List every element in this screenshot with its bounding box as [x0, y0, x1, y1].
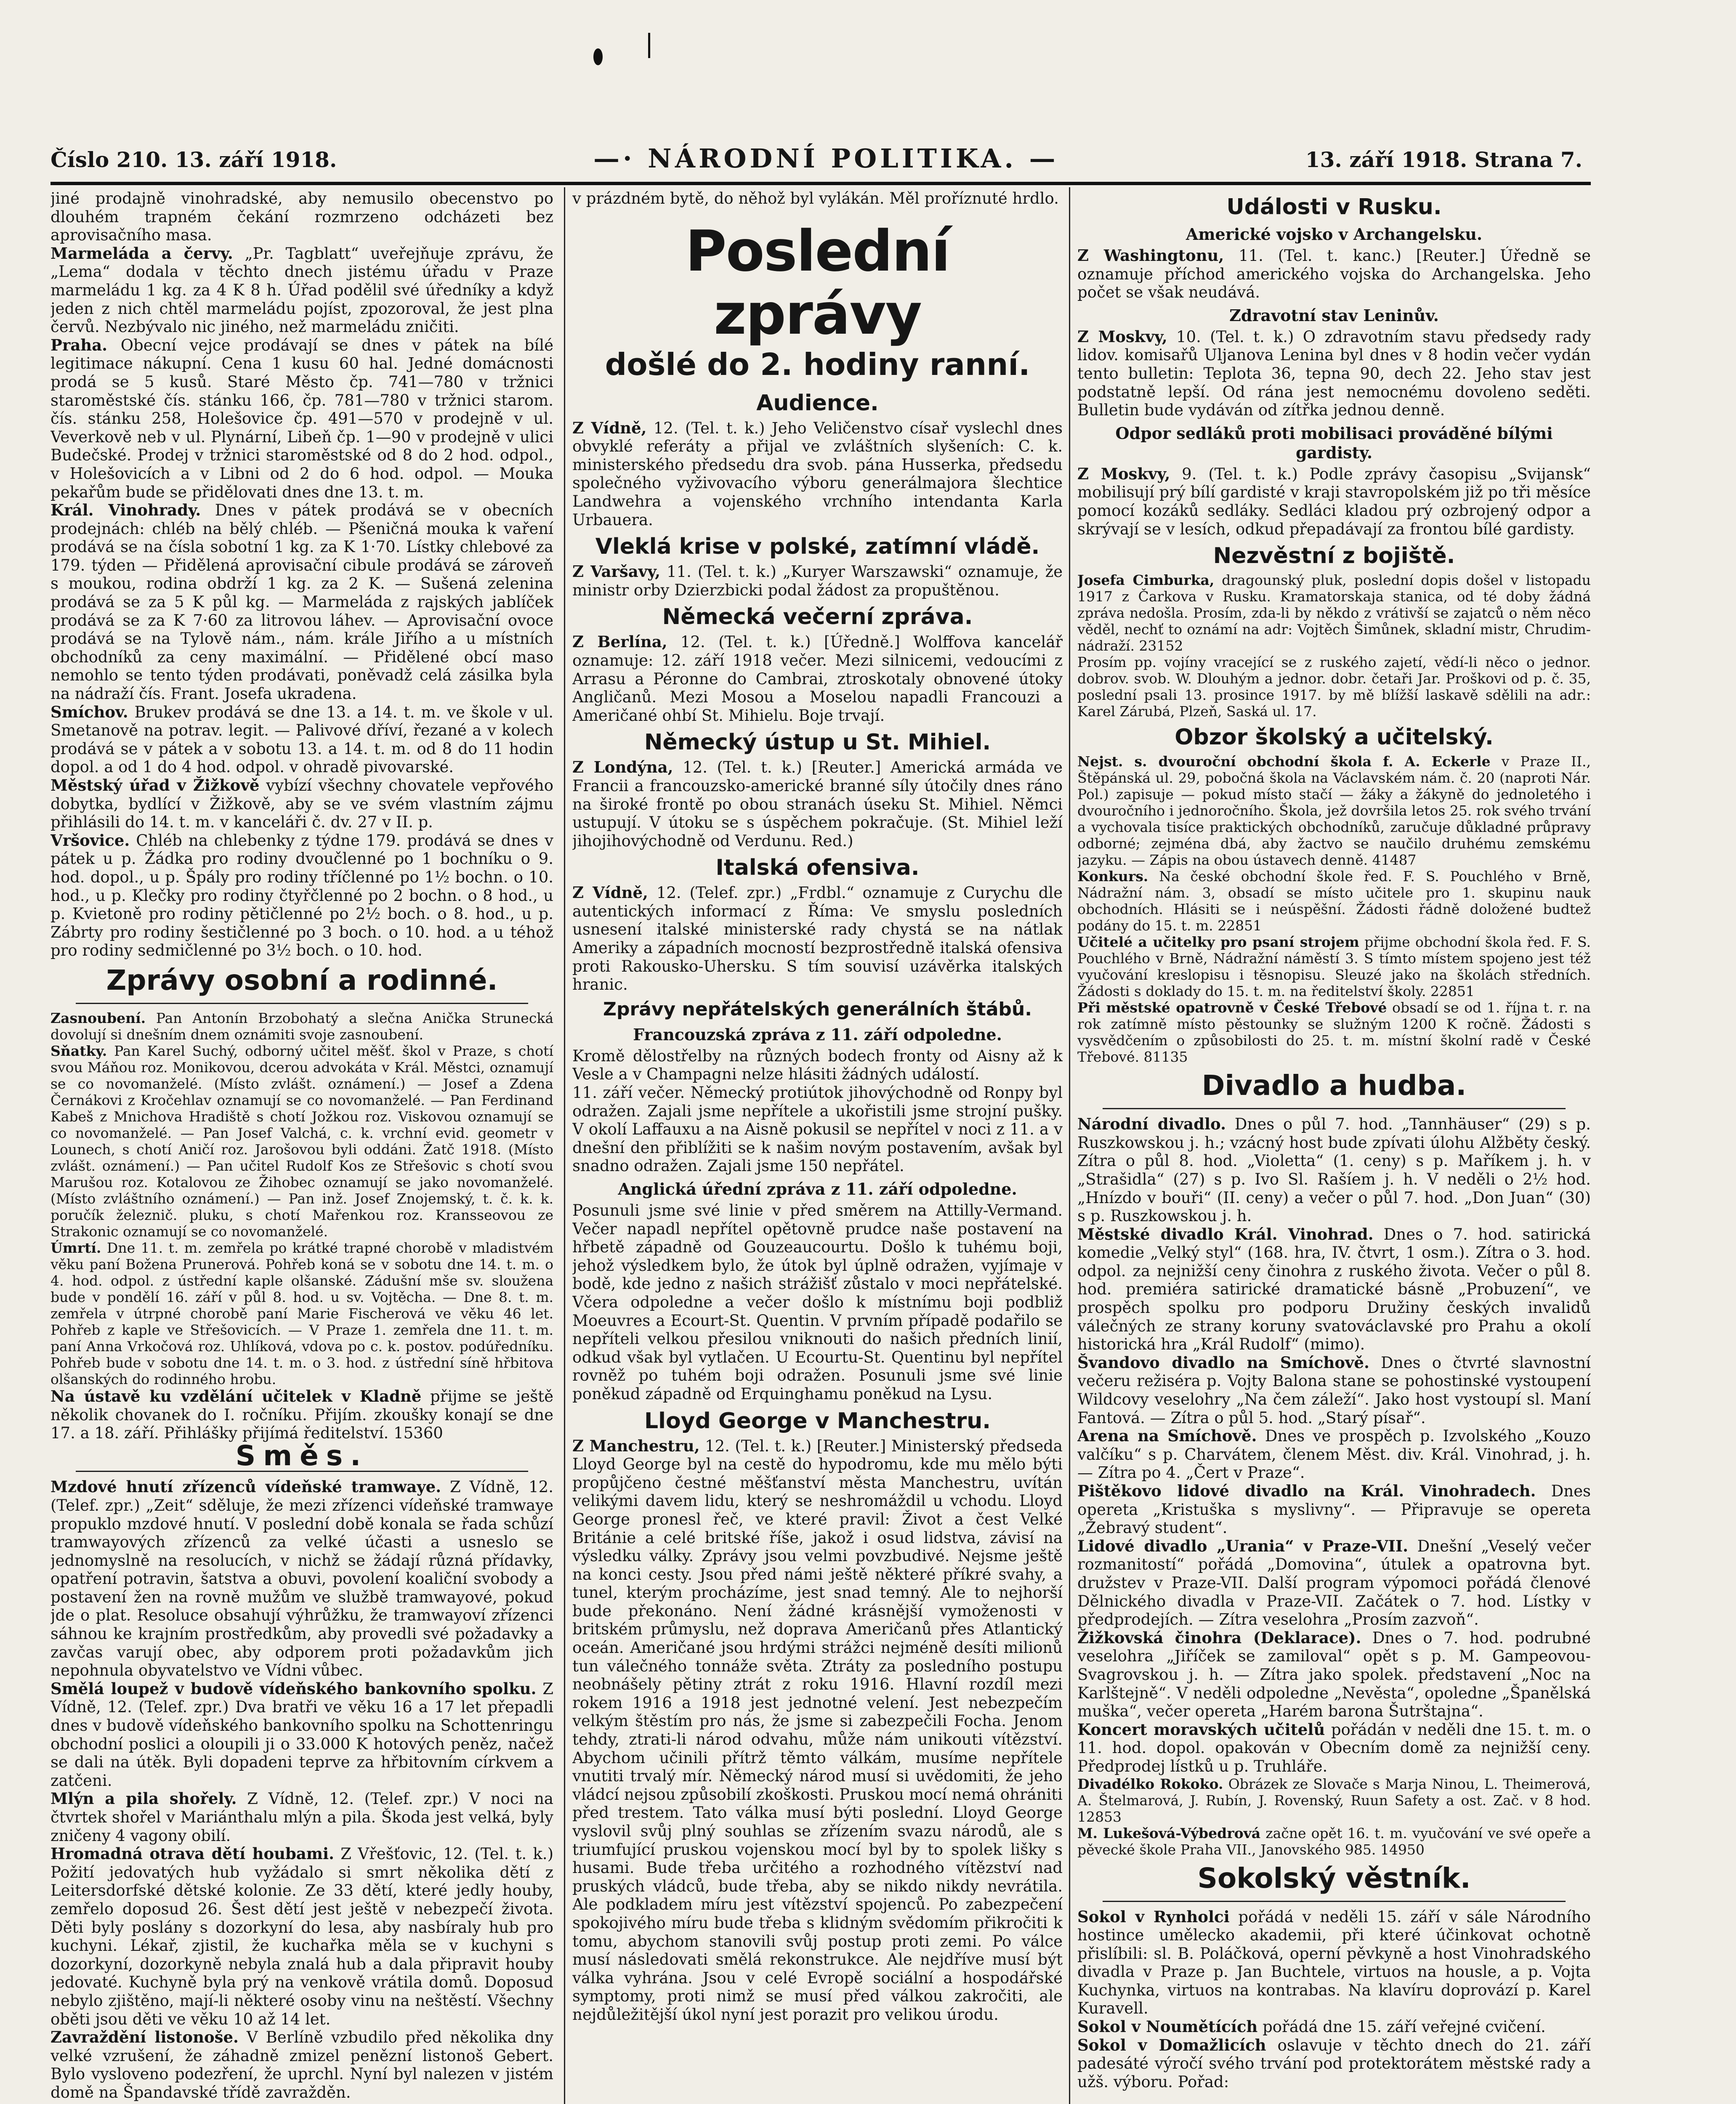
- column-divider: [1069, 187, 1070, 2104]
- article-paragraph: [1077, 1225, 1591, 1354]
- article-lead: Z Varšavy,: [572, 562, 661, 581]
- section-divider: [76, 1003, 528, 1004]
- article-paragraph: [1077, 1721, 1591, 1776]
- article-lead: Divadélko Rokoko.: [1077, 1775, 1223, 1792]
- article-lead: Marmeláda a červy.: [51, 244, 233, 263]
- section-heading: Německá večerní zpráva.: [662, 604, 973, 630]
- article-lead: Zavraždění listonoše.: [51, 2028, 239, 2047]
- headline-subtitle: došlé do 2. hodiny ranní.: [605, 346, 1030, 382]
- article-paragraph: [1077, 247, 1591, 302]
- section-heading: Audience.: [756, 390, 879, 416]
- article-paragraph: [1077, 1482, 1591, 1537]
- section-heading: Zdravotní stav Leninův.: [1229, 306, 1439, 325]
- article-text: Dnes o 7. hod. satirická komedie „Velký styl“ (168. hra, IV. čtvrt, 1 osm.). Zítra o 3. hod. odpol. za nejnižší ceny činohra z ruského života. Večer o půl 8. hod. premiéra satirické dramatické básně „Probuzení“, ve prospěch spolku pro podporu Družiny českých invalidů válečných ze strany koruny svatováclavské pro Prahu a okolí historická hra „Král Rudolf“ (mimo).: [1077, 1225, 1591, 1354]
- article-text: Pan Antonín Brzobohatý a slečna Anička Strunecká dovolují si dnešním dnem oznámiti svoje zasnoubení.: [51, 1009, 553, 1043]
- article-lead: Z Manchestru,: [572, 1436, 700, 1455]
- article-paragraph: [1077, 328, 1591, 420]
- section-heading: Zprávy nepřátelských generálních štábů.: [603, 998, 1032, 1020]
- article-lead: Praha.: [51, 335, 108, 354]
- article-text: přijme se ještě několik chovanek do I. ročníku. Přijím. zkoušky konají se dne 17. a 18. září. Přihlášky přijímá ředitelství. 15360: [51, 1387, 553, 1443]
- article-lead: Z Washingtonu,: [1077, 246, 1224, 265]
- article-lead: Vršovice.: [51, 831, 130, 850]
- column-middle: [572, 189, 1063, 2104]
- article-text: Dnešní „Veselý večer rozmanitostí“ pořádá „Domovina“, útulek a opatrovna byt. družstev v Praze-VII. Další program výpomoci pořádá členové Dělnického divadla v Praze-VII. Začátek o 7. hod. Lístky v předprodejích. — Zítra veselohra „Prosím zazvoň“.: [1077, 1537, 1591, 1629]
- article-paragraph: [1077, 1629, 1591, 1721]
- article-lead: Nejst. s. dvouroční obchodní škola f. A. Eckerle: [1077, 753, 1491, 770]
- article-paragraph: [51, 1387, 553, 1443]
- article-paragraph: [1077, 1354, 1591, 1427]
- article-text: v Praze II., Štěpánská ul. 29, pobočná škola na Václavském nám. č. 20 (naproti Nár. Pol.) zapisuje — pokud místo stačí — žáky a žákyně do jednoletého i dvouročního i jednoročního. Škola, jež dovršila letos 25. rok svého trvání a vychovala tisíce praktických obchodníků, zaručuje důkladné průpravy odborné; zejména dbá, aby žactvo se naučilo druhému zemskému jazyku. — Zápis na obou ústavech denně. 41487: [1077, 753, 1591, 869]
- section-heading: Francouzská zpráva z 11. září odpoledne.: [633, 1025, 1002, 1044]
- article-text: jiné prodajně vinohradské, aby nemusilo obecenstvo po dlouhém trapném čekání rozmrzeno odcházeti bez aprovisačního masa.: [51, 189, 553, 244]
- page-date-number: 13. září 1918. Strana 7.: [1305, 147, 1582, 172]
- article-paragraph: [1077, 999, 1591, 1065]
- article-text: vybízí všechny chovatele vepřového dobytka, bydlící v Žižkově, aby se ve svém vlastním zájmu přihlásili do 14. t. m. v kanceláři č. dv. 27 v II. p.: [51, 776, 553, 832]
- article-text: V Berlíně vzbudilo před několika dny velké vzrušení, že záhadně zmizel penězní listonoš Gebert. Bylo vysloveno podezření, že uprchl. Nyní byl nalezen v jistém domě na Špandavské třídě zavražděn.: [51, 2028, 553, 2101]
- article-text: Dnes o půl 7. hod. „Tannhäuser“ (29) s p. Ruszkowskou j. h.; vzácný host bude zpívati úlohu Alžběty český. Zítra o půl 8. hod. „Violetta“ (1. ceny) s p. Maříkem j. h. v „Strašidla“ (27) s p. Ivo Sl. Rašíem j. h. V neděli o 2½ hod. „Hnízdo v bouři“ (II. ceny) a večer o půl 7. hod. „Don Juan“ (30) s p. Ruszkowskou j. h.: [1077, 1115, 1591, 1225]
- article-text: Dnes o čtvrté slavnostní večeru režiséra p. Vojty Balona stane se pohostinské vystoupení Wildcovy veselohry „Na čem záleží“. Jako host vystoupí sl. Maní Fantová. — Zítra o půl 5. hod. „Starý písař“.: [1077, 1353, 1591, 1427]
- article-text: Dnes opereta „Kristuška s myslivny“. — Připravuje se opereta „Žebravý student“.: [1077, 1482, 1591, 1537]
- article-paragraph: [572, 563, 1063, 599]
- article-text: pořádá dne 15. září veřejné cvičení.: [1263, 2018, 1546, 2036]
- article-lead: M. Lukešová-Výbedrová: [1077, 1825, 1261, 1841]
- article-text: Kromě dělostřelby na různých bodech fronty od Aisny až k Vesle a v Champagni nelze hlásiti žádných událostí.: [572, 1047, 1063, 1084]
- section-heading: Americké vojsko v Archangelsku.: [1186, 225, 1483, 244]
- article-paragraph: [1077, 934, 1591, 999]
- article-lead: Arena na Smíchově.: [1077, 1427, 1257, 1445]
- article-text: Obrázek ze Slovače s Marja Ninou, L. Theimerová, A. Štelmarová, J. Rubín, J. Rovenský, Ruun Safety a ost. Zač. v 8 hod. 12853: [1077, 1775, 1591, 1825]
- article-paragraph: [51, 336, 553, 501]
- article-paragraph: [572, 1201, 1063, 1403]
- article-lead: Konkurs.: [1077, 868, 1148, 885]
- article-text: Dnes v pátek prodává se v obecních prodejnách: chléb na bělý chléb. — Pšeničná mouka k vaření prodává se na čísla sobotní 1 kg. za K 1·70. Lístky chlebové za 179. týden — Přidělená aprovisační cibule prodává se zároveň s moukou, rodina obdrží 1 kg. za 2 K. — Sušená zelenina prodává se za 5 K půl kg. — Marmeláda z rajských jablíček prodává se za K 7·60 za litrovou láhev. — Aprovisační ovoce prodává se na Tylově nám., nám. krále Jiřího a u místních obchodníků za ceny maximální. — Přidělené obcí maso nemohlo se tento týden prodávati, poněvadž celá zásilka byla na nádraží čís. Frant. Josefa ukradena.: [51, 501, 553, 703]
- article-text: Dnes o 7. hod. podrubné veselohra „Jiříček se zamiloval“ opět s p. M. Gampeovou-Svagrovskou j. h. — Zítra jako spolek. představení „Noc na Karlštejně“. V neděli odpoledne „Nevěsta“, opoledne „Španělská muška“, večer opereta „Harém barona Šutrštajna“.: [1077, 1628, 1591, 1721]
- article-paragraph: [572, 758, 1063, 850]
- article-lead: Josefa Cimburka,: [1077, 572, 1215, 589]
- article-lead: Z Vídně,: [572, 418, 647, 437]
- section-heading: Sokolský věstník.: [1197, 1862, 1471, 1894]
- article-text: Chléb na chlebenky z týdne 179. prodává se dnes v pátek u p. Žádka pro rodiny dvoučlenné po 1 bochníku o 9. hod. dopol., u p. Špály pro rodiny tříčlenné po 1½ bochn. o 10. hod., u p. Klečky pro rodiny čtyřčlenné po 2 bochn. o 8 hod., u p. Kvietoně pro rodiny pětičlenné po 2½ boch. o 8. hod., u p. Zábrty pro rodiny šestičlenné po 3 boch. o 10. hod. a u téhož pro rodiny sedmičlenné po 3½ boch. o 10. hod.: [51, 831, 553, 960]
- article-paragraph: [1077, 1537, 1591, 1629]
- article-paragraph: [51, 1790, 553, 1845]
- ink-speck: [648, 33, 650, 58]
- article-lead: Pištěkovo lidové divadlo na Král. Vinohradech.: [1077, 1482, 1536, 1500]
- article-text: Na české obchodní škole řed. F. S. Pouchlého v Brně, Nádražní nám. 3, obsadí se místo učitele pro 1. skupinu nauk obchodních. Hlásiti se i neúspěšní. Žádosti řádně doložené budtež podány do 15. t. m. 22851: [1077, 868, 1591, 934]
- article-lead: Z Berlína,: [572, 632, 667, 651]
- section-divider: [1103, 1108, 1566, 1109]
- article-lead: Z Vídně,: [572, 883, 648, 902]
- section-heading: Směs.: [235, 1439, 369, 1472]
- article-paragraph: [51, 1478, 553, 1680]
- article-text: Z Vídně, 12. (Telef. zpr.) „Zeit“ sděluje, že mezi zřízenci vídeňské tramwaye propuklo mzdové hnutí. V poslední době konala se řada schůzí tramwayových zřízenců za velké účasti a usneslo se jednomyslně na resolucích, v nichž se žádají různá přídavky, opatření potravin, šatstva a obuvi, povolení koaliční svobody a postavení žen na rovně mužům ve službě tramwayové, pokud jde o plat. Resoluce obsahují výhrůžku, že tramwayoví zřízenci sáhnou ke krajním prostředkům, aby provedli své požadavky a zavčas varují obec, aby odporem proti požadavkům jich nepohnula obyvatelstvo ve Vídni vůbec.: [51, 1478, 553, 1680]
- article-text: 9. (Tel. t. k.) Podle zprávy časopisu „Svijansk“ mobilisují prý bílí gardisté v kraji stavropolském již po tři měsíce pomocí kozáků sedláky. Sedláci kladou prý ozbrojený odpor a skrývají se v lesích, odkud přepadávají za frontou bílé gardisty.: [1077, 465, 1591, 538]
- article-paragraph: [1077, 572, 1591, 654]
- article-text: Z Vřešťovic, 12. (Tel. t. k.) Požití jedovatých hub vyžádalo si smrt několika dětí z Leitersdorfské dětské kolonie. Ze 33 dětí, které jedly houby, zemřelo doposud 26. Šest dětí jest ještě v nebezpečí života. Děti byly poslány s dozorkyní do lesa, aby nasbíraly hub pro kuchyni. Lékař, zjistil, že kuchařka měla se v kuchyni s dozorkyní, dozorkyně nebyla znalá hub a dala připravit houby jedovaté. Kuchyně byla prý na venkově vrátila domů. Doposud nebylo zjištěno, mají-li některé osoby vinu na neštěstí. Všechny oběti jsou děti ve věku 10 až 14 let.: [51, 1845, 553, 2028]
- article-text: Dnes ve prospěch p. Izvolského „Kouzo valčíku“ s p. Charvátem, členem Měst. div. Král. Vinohrad, j. h. — Zítra po 4. „Čert v Praze“.: [1077, 1427, 1591, 1482]
- article-text: 12. (Tel. t. k.) [Reuter.] Americká armáda ve Francii a francouzsko-americké branné síly útočily dnes ráno na široké frontě po obou stranách úseku St. Mihiel. Němci ustupují. V útoku se s úspěchem pokračuje. (St. Mihiel leží jihojihovýchodně od Verdunu. Red.): [572, 758, 1063, 850]
- section-divider: [1103, 1901, 1566, 1902]
- section-heading: Obzor školský a učitelský.: [1175, 725, 1494, 750]
- article-text: 12. (Telef. zpr.) „Frdbl.“ oznamuje z Curychu dle autentických informací z Říma: Ve smyslu posledních usnesení italské ministerské rady chystá se na nátlak Ameriky a západních mocností bezprostředně italská ofensiva proti Rakousko-Uhersku. S tím souvisí uzávěrka italských hranic.: [572, 884, 1063, 994]
- article-paragraph: [51, 2028, 553, 2101]
- article-lead: Mzdové hnutí zřízenců vídeňské tramwaye.: [51, 1477, 441, 1496]
- article-text: 12. (Tel. t. k.) [Úředně.] Wolffova kancelář oznamuje: 12. září 1918 večer. Mezi silnicemi, vedoucími z Arrasu a Péronne do Cambrai, ztroskotaly obnovené útoky Angličanů. Mezi Mosou a Moselou napadli Francouzi a Američané ohbí St. Mihielu. Boje trvají.: [572, 633, 1063, 725]
- article-paragraph: [51, 1845, 553, 2028]
- article-lead: Smíchov.: [51, 702, 128, 721]
- article-paragraph: [1077, 1776, 1591, 1825]
- article-paragraph: [572, 1437, 1063, 2024]
- article-text: 12. (Tel. t. k.) Jeho Veličenstvo císař vyslechl dnes obvyklé referáty a přijal ve zvláštních slyšeních: C. k. ministerského předsedu dra svob. pána Husserka, předsedu společného vyživovacího výboru generálmajora šlechtice Landwehra a vojenského vrchního intendanta Karla Urbauera.: [572, 419, 1063, 529]
- section-heading: Italská ofensiva.: [715, 855, 920, 881]
- article-paragraph: [1077, 1825, 1591, 1858]
- article-paragraph: [51, 1010, 553, 1043]
- article-paragraph: [51, 1043, 553, 1240]
- article-paragraph: [572, 633, 1063, 725]
- article-lead: Lidové divadlo „Urania“ v Praze-VII.: [1077, 1536, 1409, 1555]
- column-right: [1077, 189, 1591, 2104]
- article-paragraph: [1077, 654, 1591, 720]
- article-lead: Sokol v Noumětících: [1077, 2017, 1258, 2036]
- article-lead: Sokol v Domažlicích: [1077, 2035, 1266, 2054]
- column-divider: [564, 187, 565, 2104]
- article-paragraph: [1077, 2036, 1591, 2091]
- article-text: pořádá v neděli 15. září v sále Národního hostince umělecko akademii, při které účinkovat ochotně přislíbili: sl. B. Poláčková, operní pěvkyně a host Vinohradského divadla v Praze p. Jan Buchtele, virtuos na housle, a p. Vojta Kuchynka, virtuos na kontrabas. Na klavíru doprovází p. Karel Kuravell.: [1077, 1907, 1591, 2018]
- article-lead: Koncert moravských učitelů: [1077, 1720, 1325, 1739]
- article-lead: Učitelé a učitelky pro psaní strojem: [1077, 934, 1359, 951]
- article-lead: Švandovo divadlo na Smíchově.: [1077, 1353, 1369, 1372]
- article-text: dragounský pluk, poslední dopis došel v listopadu 1917 z Čarkova v Rusku. Kramatorskaja stanica, od té doby žádná zpráva nedošla. Prosím, zda-li by někdo z vrátivší se zajatců o něm něco věděl, nechť to oznámí na adr: Vojtěch Šimůnek, skladní mistr, Chrudim-nádraží. 23152: [1077, 572, 1591, 654]
- article-text: 11. září večer. Německý protiútok jihovýchodně od Ronpy byl odražen. Zajali jsme nepřítele a ukořistili jsme strojní pušky. V okolí Laffauxu a na Aisně pokusil se nepřítel v noci z 11. a v dnešní den přiblížiti se k našim novým postavením, avšak byl snadno odražen. Zajali jsme 150 nepřátel.: [572, 1084, 1063, 1175]
- article-text: obsadí se od 1. října t. r. na rok zatímně místo pěstounky se služným 1200 K ročně. Žádosti s vysvědčením o způsobilosti do 25. t. m. místní školní radě v České Třebové. 81135: [1077, 999, 1591, 1065]
- article-paragraph: [572, 419, 1063, 529]
- article-text: 11. (Tel. t. k.) „Kuryer Warszawski“ oznamuje, že ministr orby Dzierzbicki podal žádost za propuštěnou.: [572, 563, 1063, 599]
- article-text: začne opět 16. t. m. vyučování ve své opeře a pěvecké škole Praha VII., Janovského 985. 14950: [1077, 1825, 1591, 1858]
- article-lead: Městské divadlo Král. Vinohrad.: [1077, 1225, 1374, 1243]
- article-text: 12. (Tel. t. k.) [Reuter.] Ministerský předseda Lloyd George byl na cestě do hypodromu, kde mu mělo býti propůjčeno čestné měšťanství města Manchestru, uvítán velikými davem lidu, který se neshromáždil u vchodu. Lloyd George pronesl řeč, ve které pravil: Život a čest Velké Británie a celé britské říše, jakož i osud lidstva, závisí na výsledku války. Zprávy jsou velmi povzbudivé. Nejsme ještě na konci cesty. Jsou před námi ještě některé příkré svahy, a tunel, kterým procházíme, jest snad temný. Ale to nejhorší bude překonáno. Není žádné krásnější vymoženosti v britském průmyslu, než doprava Američanů přes Atlantický oceán. Američané jsou hrdými strážci nejméně desíti milionů tun válečného tonnáže světa. Ztráty za posledního postupu neobnášely pětiny ztrát z roku 1916. Hlavní rozdíl mezi rokem 1916 a 1918 jest jednotné velení. Jest nebezpečím velkým štěstím pro nás, že jsme si zabezpečili Focha. Jenom tehdy, ztrati-li národ odvahu, může nám unikouti vítězství. Abychom učinili přítrž těmto válkám, musíme nepřítele vnutiti trvalý mír. Německý národ musí si uvědomiti, že jeho vládcí nejsou způsobilí zkoškosti. Pruskou mocí nemá ohrániti před trestem. Tato válka musí býti poslední. Lloyd George vyslovil svůj plný souhlas se zřízením svazu národů, ale s triumfující pruskou vojenskou mocí byl by to spolek lišky s husami. Bude třeba určitého a rozhodného vítězství nad pruských vládců, bude třeba, aby se nikdo nikdy nevrátila. Ale podkladem míru jest vítězství spojenců. Po zabezpečení spokojivého míru bude třeba s klidným svědomím přikročiti k tomu, abychom stanovili svůj postup proti zemi. Po válce musí následovati smělá rekonstrukce. Ale nejdříve musí být válka vyhrána. Jsou v celé Evropě sociální a hospodářské symptomy, proti nimž se musí před válkou zakročiti, ale nejdůležitější úkol nyní jest porazit pro velikou úrodu.: [572, 1437, 1063, 2024]
- article-paragraph: [51, 244, 553, 336]
- section-heading: Zprávy osobní a rodinné.: [106, 964, 498, 996]
- article-text: Pan Karel Suchý, odborný učitel měšť. škol v Praze, s chotí svou Máňou roz. Monikovou, dcerou advokáta v Král. Městci, oznamují se co novomanželé. (Místo zvlášt. oznámení.) — Josef a Zdena Černákovi z Kročehlav oznamují se co novomanželé. — Pan Ferdinand Kabeš z Mnichova Hradiště s chotí Jožkou roz. Viskovou oznamují se co novomanželé. — Pan Josef Valchá, c. k. vrchní evid. geometr v Lounech, s chotí Aničí roz. Jarošovou byli oddáni. Žatč 1918. (Místo zvlášt. oznámení.) — Pan učitel Rudolf Kos ze Střešovic s chotí svou Marušou roz. Kotalovou ze Žihobec oznamují se jako novomanželé. (Místo zvláštního oznámení.) — Pan inž. Josef Znojemský, t. č. k. k. poručík železnič. pluku, s chotí Mařenkou roz. Kransseovou ze Strakonic oznamují se co novomanželé.: [51, 1042, 553, 1240]
- ink-speck: [593, 48, 603, 65]
- article-paragraph: [1077, 465, 1591, 538]
- article-paragraph: [572, 1047, 1063, 1084]
- column-left: [51, 189, 553, 2104]
- article-lead: Městský úřad v Žižkově: [51, 776, 260, 794]
- article-text: 10. (Tel. t. k.) O zdravotním stavu předsedy rady lidov. komisařů Uljanova Lenina byl dnes v 8 hodin večer vydán tento bulletin: Teplota 36, tepna 90, dech 22. Jeho stav jest podstatně lepší. Od rána jest nemocnému dovoleno seděti. Bulletin bude vydáván od zítřka jednou denně.: [1077, 327, 1591, 420]
- article-paragraph: [1077, 1427, 1591, 1482]
- article-lead: Smělá loupež v budově vídeňského bankovního spolku.: [51, 1679, 537, 1698]
- article-paragraph: [1077, 1115, 1591, 1225]
- article-lead: Král. Vinohrady.: [51, 501, 201, 520]
- article-paragraph: [51, 832, 553, 960]
- article-paragraph: [51, 703, 553, 776]
- section-heading: Vleklá krise v polské, zatímní vládě.: [595, 534, 1040, 560]
- article-text: oslavuje v těchto dnech do 21. září padesáté výročí svého trvání pod protektorátem městské rady a užš. výboru. Pořad:: [1077, 2036, 1591, 2091]
- article-text: Brukev prodává se dne 13. a 14. t. m. ve škole v ul. Smetanově na potrav. legit. — Palivové dříví, řezané a v kolech prodává se v pátek a v sobotu 13. a 14. t. m. od 8 do 11 hodin dopol. a od 1 do 4 hod. odpol. v ohradě pivovarské.: [51, 703, 553, 776]
- article-paragraph: [1077, 2018, 1591, 2036]
- article-paragraph: [51, 1680, 553, 1790]
- newspaper-title: —· NÁRODNÍ POLITIKA. —: [593, 143, 1059, 174]
- article-text: Z Vídně, 12. (Telef. zpr.) V noci na čtvrtek shořel v Mariánthalu mlýn a pila. Škoda jest velká, byly zničeny 4 vagony obilí.: [51, 1790, 553, 1845]
- article-lead: Sňatky.: [51, 1042, 107, 1059]
- article-text: pořádán v neděli dne 15. t. m. o 11. hod. dopol. opakován v Obecním domě za nejnižší ceny. Předprodej lístků u p. Truhláře.: [1077, 1720, 1591, 1775]
- article-paragraph: [1077, 1908, 1591, 2018]
- issue-line: Číslo 210. 13. září 1918.: [51, 147, 337, 172]
- article-lead: Sokol v Rynholci: [1077, 1907, 1230, 1926]
- article-lead: Národní divadlo.: [1077, 1115, 1226, 1134]
- section-heading: Odpor sedláků proti mobilisaci prováděné bílými gardisty.: [1115, 423, 1553, 462]
- article-paragraph: [51, 501, 553, 703]
- headline: Poslední zprávy: [685, 218, 950, 347]
- article-paragraph: [51, 189, 553, 244]
- section-heading: Anglická úřední zpráva z 11. září odpoledne.: [618, 1180, 1017, 1198]
- article-paragraph: [1077, 868, 1591, 934]
- article-text: 11. (Tel. t. kanc.) [Reuter.] Úředně se oznamuje příchod amerického vojska do Archangelska. Jeho počet se však neudává.: [1077, 247, 1591, 302]
- headline-block: [572, 220, 1063, 383]
- article-paragraph: [51, 776, 553, 832]
- article-lead: Mlýn a pila shořely.: [51, 1789, 237, 1808]
- article-lead: Při městské opatrovně v České Třebové: [1077, 999, 1387, 1016]
- article-paragraph: [572, 1084, 1063, 1175]
- article-text: Prosím pp. vojíny vracející se z ruského zajetí, vědí-li něco o jednor. dobrov. svob. W. Dlouhým a jednor. dobr. četaři Jar. Proškovi od p. č. 35, poslední psali 13. prosince 1917. by mě blížší laskavě sdělili na adr.: Karel Zárubá, Plzeň, Saská ul. 17.: [1077, 654, 1591, 720]
- section-heading: Divadlo a hudba.: [1202, 1069, 1467, 1102]
- section-heading: Lloyd George v Manchestru.: [644, 1408, 991, 1434]
- article-lead: Z Moskvy,: [1077, 327, 1167, 346]
- article-text: Z Vídně, 12. (Telef. zpr.) Dva bratři ve věku 16 a 17 let přepadli dnes v budově vídeňského bankovního spolku na Schottenringu obchodní poslici a oloupili ji o 33.000 K hotových peněz, načež se dali na útěk. Byli dopadeni teprve za hřbitovním církvem a zatčeni.: [51, 1679, 553, 1790]
- article-paragraph: [1077, 753, 1591, 868]
- masthead: [51, 139, 1582, 185]
- article-text: Dne 11. t. m. zemřela po krátké trapné chorobě v mladistvém věku paní Božena Prunerová. Pohřeb koná se v sobotu dne 14. t. m. o 4. hod. odpol. z ústřední kaple olšanské. Zádušní mše sv. sloužena bude v pondělí 16. září v půl 8. hod. u sv. Vojtěcha. — Dne 8. t. m. zemřela v útrpné chorobě paní Marie Fischerová ve věku 46 let. Pohřeb z kaple ve Střešovicích. — V Praze 1. zemřela dne 11. t. m. paní Anna Vrkočová roz. Uhlíková, vdova po c. k. postov. podúředníku. Pohřeb bude v sobotu dne 14. t. m. o 3. hod. z ústřední síně hřbitova olšanských do rodinného hrobu.: [51, 1239, 553, 1387]
- article-lead: Z Londýna,: [572, 758, 673, 777]
- article-lead: Z Moskvy,: [1077, 464, 1170, 483]
- section-heading: Nezvěstní z bojiště.: [1213, 543, 1455, 569]
- article-text: „Pr. Tagblatt“ uveřejňuje zprávu, že „Lema“ dodala v těchto dnech jistému úřadu v Praze marmeládu 1 kg. za 4 K 8 h. Úřad podělil své úředníky a když jeden z nich chtěl marmeládu pojíst, zpozoroval, že jest plna červů. Nezbývalo nic jiného, než marmeládu zničiti.: [51, 244, 553, 336]
- article-text: přijme obchodní škola řed. F. S. Pouchlého v Brně, Nádražní náměstí 3. S tímto místem spojeno jest též vyučování kreslopisu i těsnopisu. Sleuzé jako na školách středních. Žádosti s doklady do 15. t. m. na ředitelství školy. 22851: [1077, 934, 1591, 1000]
- article-paragraph: [572, 884, 1063, 994]
- article-text: Obecní vejce prodávají se dnes v pátek na bílé legitimace nákupní. Cena 1 kusu 60 hal. Jedné domácnosti prodá se 5 kusů. Staré Město čp. 741—780 v tržnici staroměstské čís. stánku 166, čp. 781—780 v tržnici starom. čís. stánku 258, Holešovice čp. 491—570 v prodejně v ul. Veverkově neb v ul. Plynární, Libeň čp. 1—90 v prodejně v ulici Budečské. Prodej v tržnici staroměstské od 8 do 2 hod. odpol., v Holešovicích a v Libni od 2 do 6 hod. odpol. — Mouka pekařům bude se přidělovati dnes dne 13. t. m.: [51, 336, 553, 501]
- section-heading: Německý ústup u St. Mihiel.: [644, 730, 991, 755]
- article-lead: Úmrtí.: [51, 1239, 101, 1256]
- section-heading: Události v Rusku.: [1226, 194, 1442, 220]
- masthead-rule: [51, 182, 1591, 185]
- article-lead: Zasnoubení.: [51, 1009, 146, 1026]
- article-text: Posunuli jsme své linie v před směrem na Attilly-Vermand. Večer napadl nepřítel opětovně prudce naše postavení na hřbetě západně od Gouzeaucourtu. Došlo k tuhému boji, jehož výsledkem bylo, že útok byl úplně odražen, vyjímaje v bodě, kde jedno z našich strážišť zůstalo v moci nepřátelské. Včera odpoledne a večer došlo k místnímu boji podbliž Moeuvres a Ecourt-St. Quentin. V prvním případě podařilo se nepříteli velkou přesilou vniknouti do našich předních linií, odkud však byl vytlačen. U Ecourtu-St. Quentinu byl nepřítel rovněž po tuhém boji odražen. Posunuli jsme své linie poněkud západně od Erquinghamu poněkud na Lysu.: [572, 1201, 1063, 1403]
- article-lead: Na ústavě ku vzdělání učitelek v Kladně: [51, 1387, 422, 1405]
- article-text: v prázdném bytě, do něhož byl vylákán. Měl proříznuté hrdlo.: [572, 189, 1059, 207]
- article-paragraph: [572, 189, 1063, 208]
- article-lead: Žižkovská činohra (Deklarace).: [1077, 1628, 1361, 1647]
- article-lead: Hromadná otrava dětí houbami.: [51, 1844, 334, 1863]
- article-paragraph: [51, 1240, 553, 1387]
